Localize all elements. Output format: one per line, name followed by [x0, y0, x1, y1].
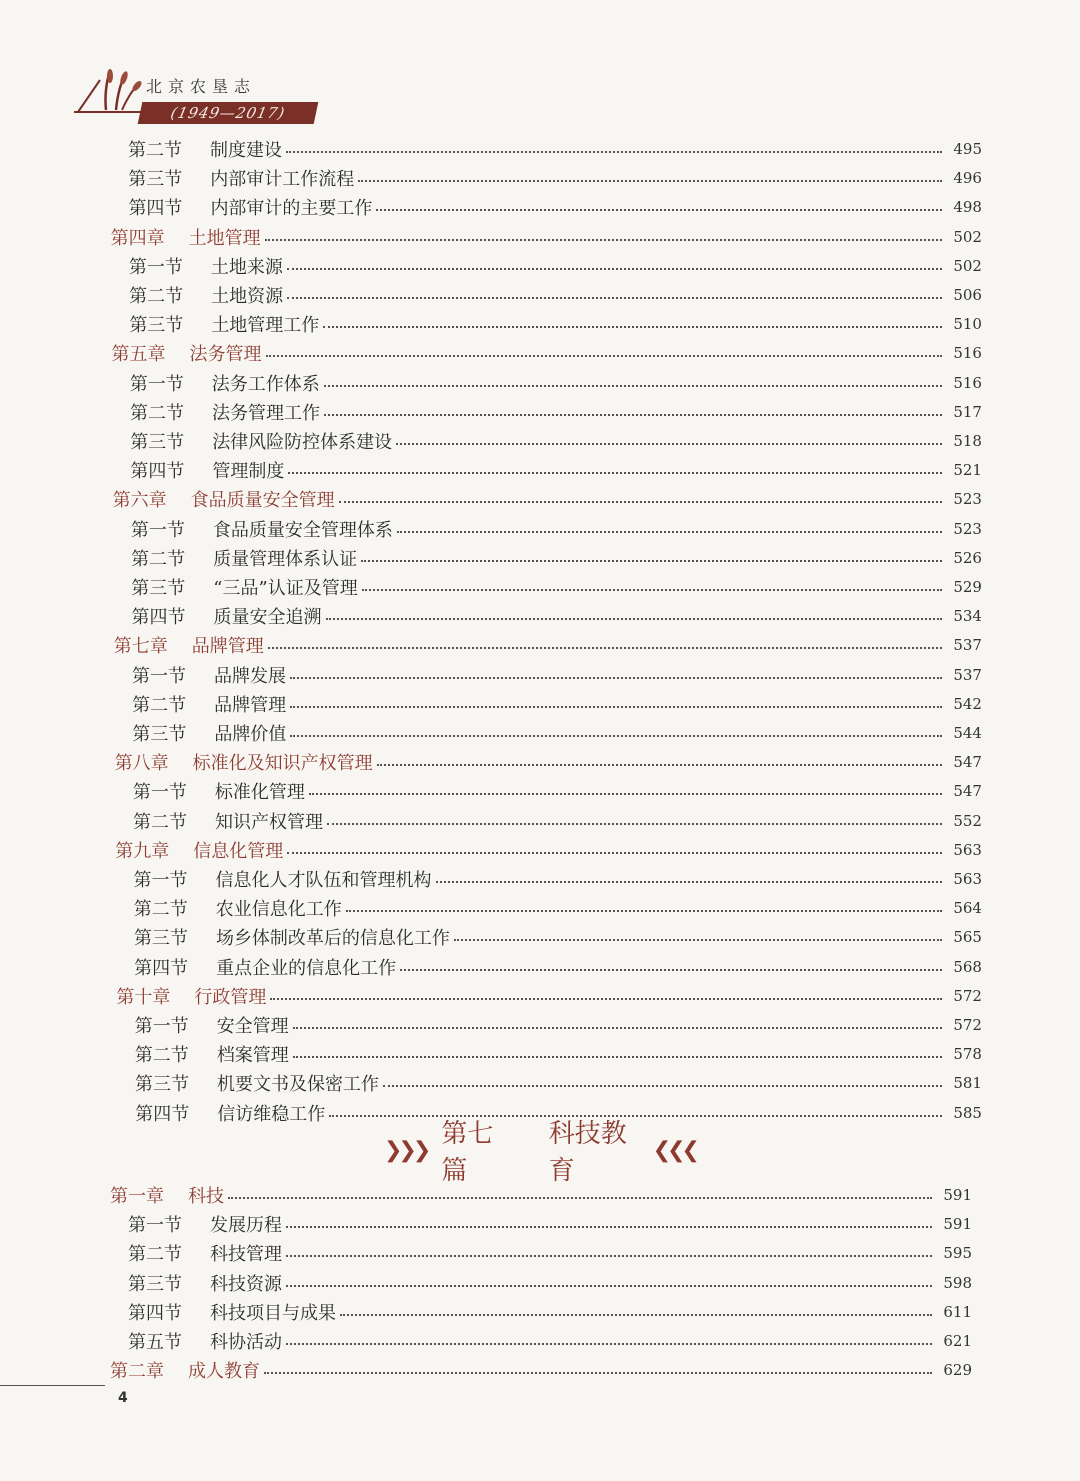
toc-entry-title: 法务工作体系 [211, 373, 320, 395]
toc-entry-number: 第九章 [115, 840, 170, 862]
part-title: 科技教育 [548, 1119, 627, 1186]
dot-leader [377, 764, 942, 766]
dot-leader [266, 355, 942, 357]
toc-entry-title: 重点企业的信息化工作 [216, 957, 397, 979]
toc-entry-page: 517 [953, 402, 982, 421]
dot-leader [397, 531, 942, 533]
wheat-logo-icon [60, 62, 150, 132]
dot-leader [286, 1343, 932, 1345]
toc-entry-number: 第四章 [110, 227, 165, 249]
toc-entry-number: 第七章 [113, 636, 168, 658]
toc-entry-title: 内部审计工作流程 [210, 169, 355, 191]
toc-entry-number: 第四节 [135, 1103, 190, 1125]
dot-leader [286, 1226, 932, 1228]
toc-entry-title: 标准化管理 [214, 782, 305, 804]
dot-leader [286, 1285, 932, 1287]
toc-entry-title: 科协活动 [210, 1332, 282, 1353]
toc-entry-page: 534 [953, 607, 982, 626]
toc-entry-number: 第二节 [128, 140, 182, 161]
toc-entry-title: 法律风险防控体系建设 [212, 432, 393, 453]
toc-entry-title: 法务管理工作 [211, 402, 320, 424]
toc-entry-number: 第一节 [132, 782, 187, 804]
part-heading [370, 1119, 710, 1186]
toc-section-entry [128, 1270, 972, 1296]
toc-entry-title: 质量安全追溯 [213, 607, 322, 629]
footer-rule [0, 1385, 105, 1386]
toc-section-entry [134, 895, 982, 921]
dot-leader [396, 443, 942, 445]
toc-section-entry [129, 253, 982, 279]
toc-entry-number: 第四节 [128, 1302, 182, 1324]
toc-entry-page: 629 [943, 1361, 972, 1380]
dot-leader [362, 589, 942, 591]
toc-entry-title: 管理制度 [212, 461, 285, 483]
toc-entry-page: 572 [953, 986, 982, 1005]
dot-leader [358, 180, 942, 182]
toc-entry-page: 611 [943, 1302, 972, 1321]
toc-entry-number: 第四节 [128, 198, 183, 220]
toc-entry-title: 安全管理 [216, 1016, 289, 1037]
toc-entry-page: 568 [953, 957, 982, 976]
toc-entry-page: 542 [953, 694, 982, 713]
right-chevrons-icon: ❯❯❯ [384, 1137, 428, 1163]
toc-entry-page: 621 [943, 1332, 972, 1350]
toc-entry-page: 563 [953, 840, 982, 859]
toc-entry-title: 行政管理 [194, 986, 267, 1008]
toc-entry-title: 科技 [188, 1186, 224, 1207]
toc-entry-title: 品牌管理 [214, 694, 287, 716]
toc-entry-title: 成人教育 [188, 1361, 260, 1383]
toc-entry-title: 场乡体制改革后的信息化工作 [215, 928, 450, 950]
toc-entry-page: 547 [953, 782, 982, 801]
toc-section-entry [131, 516, 982, 542]
dot-leader [326, 618, 942, 620]
toc-entry-title: 品牌管理 [191, 636, 264, 658]
toc-entry-page: 518 [953, 432, 982, 450]
toc-section-entry [132, 691, 982, 717]
toc-entry-number: 第二节 [134, 1045, 189, 1067]
toc-entry-page: 502 [953, 227, 982, 246]
dot-leader [286, 1255, 932, 1257]
toc-entry-number: 第二节 [129, 402, 184, 424]
toc-section-entry [131, 545, 982, 571]
toc-entry-page: 585 [953, 1103, 982, 1122]
toc-entry-title: 信息化人才队伍和管理机构 [215, 870, 432, 891]
toc-entry-number: 第二章 [110, 1361, 164, 1383]
dot-leader [323, 326, 942, 328]
toc-entry-number: 第三节 [128, 169, 183, 191]
dot-leader [287, 268, 942, 270]
toc-entry-title: 法务管理 [189, 344, 262, 366]
toc-chapter-entry [110, 1182, 972, 1208]
toc-section-entry [128, 136, 982, 162]
dot-leader [327, 823, 942, 825]
dot-leader [346, 910, 942, 912]
book-title: 北京农垦志 [146, 77, 257, 96]
toc-section-entry [130, 428, 982, 454]
toc-entry-title: 土地管理工作 [211, 315, 320, 337]
toc-entry-number: 第三节 [132, 724, 187, 745]
toc-entry-page: 572 [953, 1016, 982, 1034]
toc-section-entry [128, 165, 982, 191]
toc-entry-page: 563 [953, 870, 982, 888]
toc-entry-page: 552 [953, 811, 982, 830]
toc-entry-number: 第三节 [130, 432, 185, 453]
left-chevrons-icon: ❮❮❮ [652, 1137, 696, 1163]
toc-entry-title: 科技项目与成果 [210, 1302, 336, 1324]
toc-entry-number: 第八章 [114, 753, 169, 775]
dot-leader [454, 939, 942, 941]
toc-entry-title: 信息化管理 [193, 840, 284, 862]
toc-entry-page: 595 [943, 1244, 972, 1263]
toc-section-entry [128, 1299, 972, 1325]
toc-entry-page: 516 [953, 344, 982, 363]
toc-entry-page: 523 [953, 490, 982, 509]
toc-entry-number: 第四节 [134, 957, 189, 979]
toc-entry-title: 食品质量安全管理 [190, 490, 335, 512]
toc-entry-title: 科技资源 [210, 1273, 282, 1295]
toc-entry-number: 第五节 [128, 1332, 182, 1353]
toc-entry-number: 第三节 [129, 315, 184, 337]
dot-leader [287, 297, 942, 299]
toc-entry-number: 第三节 [133, 928, 188, 950]
toc-section-entry [128, 1328, 972, 1354]
toc-section-entry [130, 370, 982, 396]
toc-section-entry [128, 194, 982, 220]
toc-entry-title: 土地管理 [188, 227, 261, 249]
toc-chapter-entry [113, 486, 982, 512]
dot-leader [361, 560, 942, 562]
dot-leader [288, 472, 942, 474]
toc-entry-page: 496 [953, 169, 982, 188]
toc-entry-title: 土地资源 [211, 286, 284, 307]
toc-entry-page: 502 [953, 256, 982, 275]
toc-entry-number: 第五章 [111, 344, 166, 366]
toc-entry-title: 标准化及知识产权管理 [192, 753, 373, 775]
toc-entry-page: 495 [953, 140, 982, 158]
toc-chapter-entry [110, 1357, 972, 1383]
toc-entry-page: 581 [953, 1074, 982, 1093]
toc-section-entry [131, 574, 982, 600]
toc-entry-title: 品牌发展 [213, 665, 286, 687]
toc-entry-number: 第二节 [128, 1244, 182, 1266]
dot-leader [270, 998, 942, 1000]
toc-entry-page: 529 [953, 578, 982, 596]
dot-leader [290, 706, 942, 708]
toc-entry-number: 第十章 [116, 986, 171, 1008]
dot-leader [268, 647, 942, 649]
toc-entry-page: 506 [953, 286, 982, 304]
toc-entry-page: 591 [943, 1186, 972, 1204]
toc-entry-page: 523 [953, 519, 982, 538]
dot-leader [287, 852, 942, 854]
dot-leader [264, 1372, 932, 1374]
toc-entry-page: 526 [953, 548, 982, 567]
dot-leader [286, 151, 942, 153]
toc-section-entry [133, 778, 982, 804]
toc-entry-number: 第三节 [135, 1074, 190, 1096]
toc-entry-page: 537 [953, 665, 982, 684]
toc-section-entry [130, 457, 982, 483]
toc-section-entry [132, 603, 982, 629]
toc-entry-page: 510 [953, 315, 982, 334]
toc-entry-number: 第六章 [112, 490, 167, 512]
toc-entry-number: 第二节 [132, 694, 187, 716]
toc-section-entry [128, 1240, 972, 1266]
toc-entry-title: 档案管理 [216, 1045, 289, 1067]
toc-entry-number: 第二节 [129, 286, 184, 307]
toc-entry-page: 521 [953, 461, 982, 480]
toc-entry-number: 第一节 [130, 519, 185, 541]
toc-section-entry [134, 924, 982, 950]
part-number: 第七篇 [441, 1119, 494, 1186]
toc-entry-title: 科技管理 [210, 1244, 282, 1266]
dot-leader [383, 1085, 942, 1087]
dot-leader [293, 1027, 942, 1029]
toc-entry-page: 498 [953, 198, 982, 217]
toc-entry-title: 制度建设 [210, 140, 282, 161]
toc-entry-number: 第一章 [110, 1186, 164, 1207]
toc-entry-title: 质量管理体系认证 [213, 548, 358, 570]
toc-section-entry [129, 282, 982, 308]
toc-entry-page: 564 [953, 899, 982, 918]
toc-entry-number: 第一节 [129, 373, 184, 395]
dot-leader [309, 793, 942, 795]
toc-entry-number: 第二节 [133, 811, 188, 833]
toc-entry-number: 第一节 [134, 1016, 189, 1037]
toc-section-entry [134, 866, 983, 892]
dot-leader [339, 501, 942, 503]
toc-entry-title: 土地来源 [210, 256, 283, 278]
toc-entry-page: 591 [943, 1215, 972, 1234]
dot-leader [293, 1056, 942, 1058]
toc-section-entry [135, 1012, 982, 1038]
toc-section-entry [129, 311, 982, 337]
toc-chapter-entry [115, 837, 982, 863]
toc-section-entry [135, 1041, 982, 1067]
toc-entry-title: “三品”认证及管理 [213, 578, 358, 599]
toc-chapter-entry [116, 983, 982, 1009]
dot-leader [324, 414, 942, 416]
toc-entry-number: 第一节 [131, 665, 186, 687]
toc-entry-title: 食品质量安全管理体系 [212, 519, 393, 541]
dot-leader [290, 677, 942, 679]
toc-entry-page: 547 [953, 753, 982, 772]
dot-leader [265, 239, 942, 241]
toc-entry-title: 农业信息化工作 [215, 899, 342, 921]
toc-entry-number: 第一节 [128, 1215, 182, 1237]
toc-entry-number: 第四节 [130, 461, 185, 483]
dot-leader [324, 385, 942, 387]
toc-entry-page: 516 [953, 373, 982, 392]
toc-entry-page: 537 [953, 636, 982, 655]
toc-section-entry [130, 399, 982, 425]
toc-section-entry [128, 1211, 972, 1237]
toc-entry-number: 第四节 [131, 607, 186, 629]
toc-chapter-entry [112, 340, 982, 366]
toc-entry-title: 知识产权管理 [215, 811, 324, 833]
toc-entry-page: 578 [953, 1045, 982, 1064]
dot-leader [340, 1314, 932, 1316]
toc-section-entry [135, 1070, 982, 1096]
dot-leader [436, 881, 943, 883]
page-number: 4 [118, 1390, 128, 1406]
toc-entry-title: 品牌价值 [214, 724, 287, 745]
toc-chapter-entry [111, 224, 982, 250]
running-header [60, 62, 360, 132]
dot-leader [376, 209, 942, 211]
toc-entry-number: 第三节 [128, 1273, 182, 1295]
toc-section-entry [133, 808, 982, 834]
toc-section-entry [132, 720, 982, 746]
toc-entry-number: 第三节 [131, 578, 186, 599]
toc-entry-page: 544 [953, 724, 982, 742]
toc-chapter-entry [114, 632, 982, 658]
toc-entry-number: 第一节 [128, 256, 183, 278]
year-range-badge: (1949—2017) [138, 102, 319, 124]
toc-entry-number: 第二节 [133, 899, 188, 921]
toc-entry-title: 内部审计的主要工作 [210, 198, 373, 220]
toc-entry-number: 第一节 [133, 870, 188, 891]
toc-chapter-entry [115, 749, 982, 775]
toc-entry-number: 第二节 [131, 548, 186, 570]
dot-leader [400, 969, 942, 971]
toc-entry-title: 发展历程 [210, 1215, 282, 1237]
toc-section-entry [132, 662, 982, 688]
toc-entry-title: 机要文书及保密工作 [217, 1074, 380, 1096]
toc-entry-page: 565 [953, 928, 982, 947]
toc-entry-title: 信访维稳工作 [217, 1103, 326, 1125]
dot-leader [290, 735, 942, 737]
toc-entry-page: 598 [943, 1273, 972, 1292]
toc-section-entry [134, 954, 982, 980]
dot-leader [228, 1197, 932, 1199]
